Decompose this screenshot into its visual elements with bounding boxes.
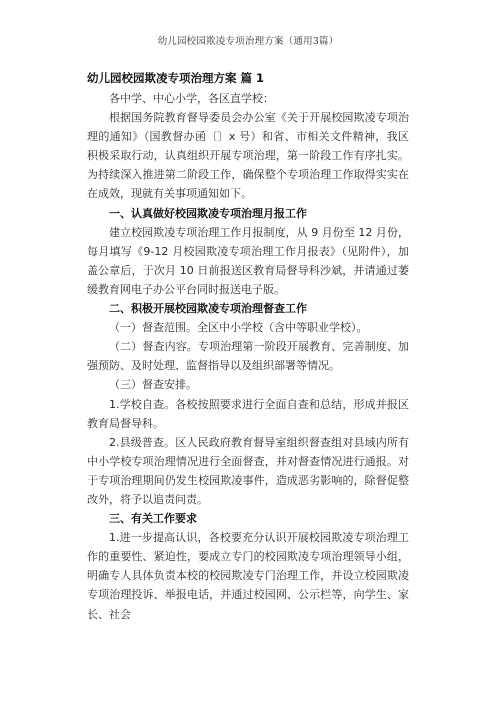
section-2-paragraph-1: （一）督查范围。全区中小学校（含中等职业学校）。 bbox=[109, 321, 368, 335]
section-heading-1: 一、认真做好校园欺凌专项治理月报工作 bbox=[109, 206, 307, 220]
section-1-paragraph-1: 建立校园欺凌专项治理工作月报制度，从 9 月份至 12 月份，每月填写《9-12 月校园欺凌专项治理工作月报表》（见附件），加盖公章后，于次月 10 日前报送区教育局督导科沙斌，并请通过萎缓教育网电子办公平台同时报送电子版。 bbox=[87, 225, 409, 296]
section-heading-3: 三、有关工作要求 bbox=[109, 512, 197, 526]
intro-paragraph: 根据国务院教育督导委员会办公室《关于开展校园欺凌专项治理的通知》（国教督办函〔〕x 号）和省、市相关文件精神，我区积极采取行动，认真组织开展专项治理，第一阶段工作有序扎实。为持续深入推进第二阶段工作，确保整个专项治理工作取得实实在在成效，现就有关事项通知如下。 bbox=[87, 111, 409, 201]
section-2-paragraph-5: 2.县级普查。区人民政府教育督导室组织督查组对县域内所有中小学校专项治理情况进行全面督查，并对督查情况进行通报。对于专项治理期间仍发生校园欺凌事件，造成恶劣影响的，除督促整改外，将予以追责问责。 bbox=[87, 435, 409, 506]
section-3-paragraph-1: 1.进一步提高认识，各校要充分认识开展校园欺凌专项治理工作的重要性、紧迫性，要成立专门的校园欺凌专项治理领导小组，明确专人具体负责本校的校园欺凌专门治理工作，并设立校园欺凌专项治理投诉、举报电话，并通过校园网、公示栏等，向学生、家长、社会 bbox=[87, 531, 409, 621]
section-heading-2: 二、积极开展校园欺凌专项治理督查工作 bbox=[109, 302, 307, 316]
section-2-paragraph-4: 1.学校自查。各校按照要求进行全面自查和总结，形成并报区教育局督导科。 bbox=[87, 397, 409, 430]
document-header: 幼儿园校园欺凌专项治理方案（通用3篇） bbox=[157, 36, 339, 47]
greeting-line: 各中学、中心小学，各区直学校： bbox=[109, 92, 274, 105]
section-2-paragraph-3: （三）督查安排。 bbox=[109, 378, 197, 392]
section-2-paragraph-2: （二）督查内容。专项治理第一阶段开展教育、完善制度、加强预防、及时处理、监督指导以及组织部署等情况。 bbox=[87, 340, 409, 373]
article-title: 幼儿园校园欺凌专项治理方案 篇 1 bbox=[87, 71, 265, 85]
